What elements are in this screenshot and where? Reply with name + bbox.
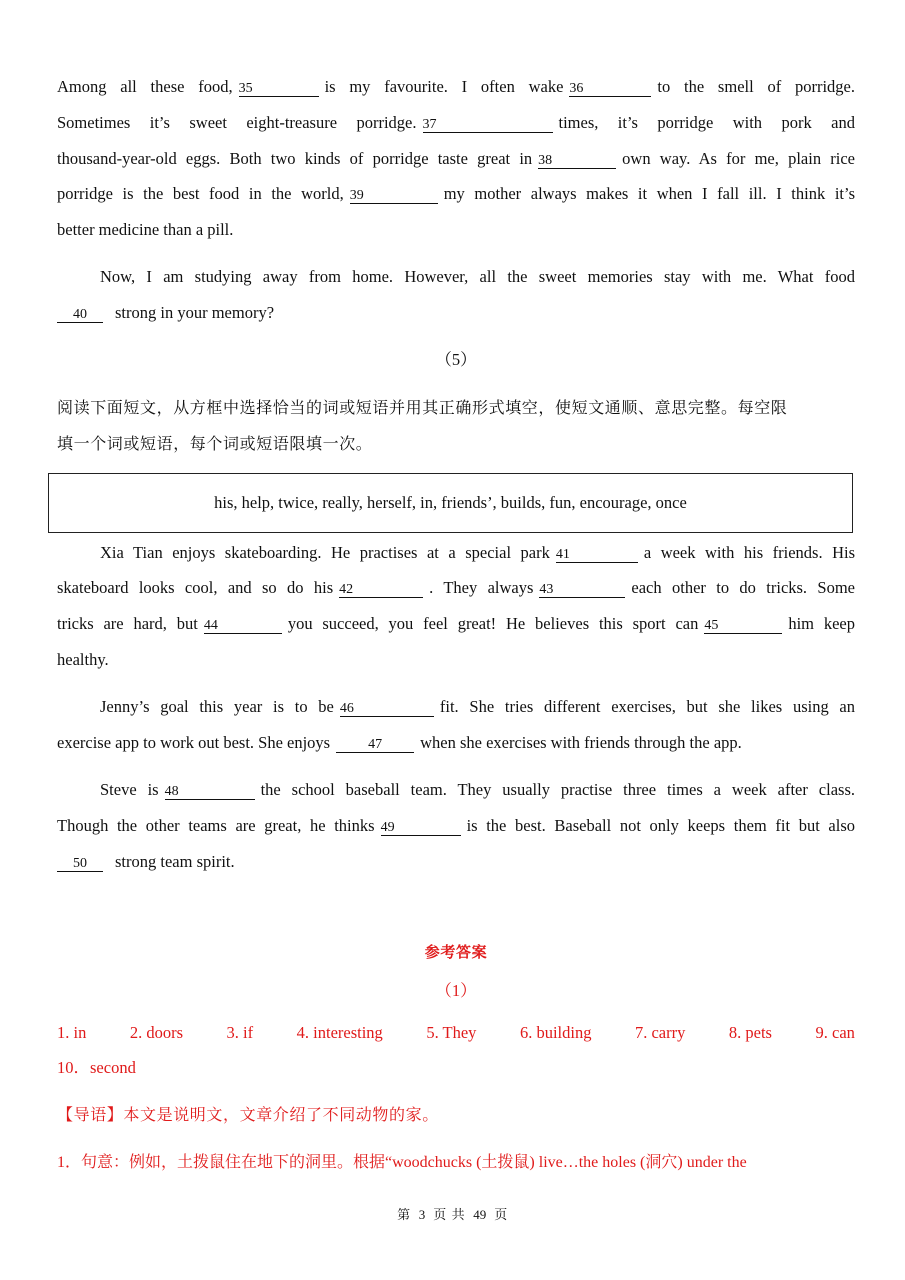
footer-prefix: 第: [397, 1208, 411, 1223]
instructions-line-2: 填一个词或短语，每个词或短语限填一次。: [57, 434, 373, 453]
passage4-line-1: [57, 77, 855, 97]
text: tricks are hard, but: [57, 614, 198, 633]
blank-43: 43: [539, 582, 625, 598]
answer-item: 7. carry: [634, 1023, 686, 1042]
page-footer: [0, 1204, 905, 1223]
text: strong in your memory?: [115, 303, 275, 322]
answer-item: 4. interesting: [296, 1023, 383, 1042]
passage5-line-3: [57, 614, 855, 634]
text: a week with his friends. His: [643, 543, 855, 562]
text: Among all these food,: [57, 77, 233, 96]
passage4-line-2: [57, 113, 855, 133]
answers-section: （1）: [435, 981, 477, 1000]
text: thousand-year-old eggs. Both two kinds of porridge taste great in: [57, 149, 533, 168]
answers-row: [57, 1023, 855, 1043]
answer-note-1: 1．句意：例如，土拨鼠住在地下的洞里。根据“woodchucks (土拨鼠) live…the holes (洞穴) under the: [57, 1154, 747, 1171]
passage5-line-5: [100, 697, 855, 717]
text: each other to do tricks. Some: [631, 578, 855, 597]
text: my mother always makes it when I fall ill. I think it’s: [443, 184, 855, 203]
text: strong team spirit.: [115, 852, 235, 871]
answer-item: 1. in: [57, 1023, 87, 1042]
current-page: 3: [418, 1207, 426, 1222]
passage4-line-4: [57, 184, 855, 204]
text: you succeed, you feel great! He believes this sport can: [287, 614, 699, 633]
answer-item: 5. They: [426, 1023, 477, 1042]
blank-36: 36: [569, 81, 651, 97]
passage5-line-8: [57, 816, 855, 836]
text: Jenny’s goal this year is to be: [100, 697, 334, 716]
answer-item: 8. pets: [728, 1023, 772, 1042]
blank-39: 39: [350, 188, 438, 204]
passage5-line-2: [57, 578, 855, 598]
answer-item-10: 10．second: [57, 1058, 136, 1077]
text: porridge is the best food in the world,: [57, 184, 344, 203]
passage5-line-1: [100, 543, 855, 563]
text: Sometimes it’s sweet eight-treasure porridge.: [57, 113, 417, 132]
answer-item: 3. if: [226, 1023, 254, 1042]
text: Steve is: [100, 780, 159, 799]
blank-44: 44: [204, 618, 282, 634]
blank-37: 37: [423, 117, 553, 133]
passage4-line-7: [57, 303, 855, 323]
blank-48: 48: [165, 784, 255, 800]
section-number: （5）: [435, 350, 477, 369]
blank-42: 42: [339, 582, 423, 598]
blank-45: 45: [704, 618, 782, 634]
passage4-line-6: Now, I am studying away from home. However, all the sweet memories stay with me. What food: [100, 267, 855, 286]
total-pages: 49: [473, 1207, 487, 1222]
passage5-line-4: healthy.: [57, 650, 109, 669]
word-bank-box: [48, 473, 853, 533]
blank-47: 47: [336, 737, 414, 753]
blank-50: 50: [57, 856, 103, 872]
text: fit. She tries different exercises, but she likes using an: [439, 697, 855, 716]
answer-item: 9. can: [815, 1023, 855, 1042]
text: him keep: [788, 614, 855, 633]
answer-item: 6. building: [519, 1023, 592, 1042]
text: the school baseball team. They usually practise three times a week after class.: [260, 780, 855, 799]
blank-35: 35: [239, 81, 319, 97]
answer-item: 2. doors: [129, 1023, 184, 1042]
word-bank: his, help, twice, really, herself, in, friends’, builds, fun, encourage, once: [214, 493, 687, 512]
blank-49: 49: [381, 820, 461, 836]
passage4-line-5: better medicine than a pill.: [57, 220, 234, 239]
text: Though the other teams are great, he thinks: [57, 816, 375, 835]
answers-intro: 【导语】本文是说明文，文章介绍了不同动物的家。: [57, 1105, 439, 1124]
text: times, it’s porridge with pork and: [558, 113, 855, 132]
text: skateboard looks cool, and so do his: [57, 578, 334, 597]
text: is the best. Baseball not only keeps them fit but also: [466, 816, 856, 835]
text: . They always: [429, 578, 534, 597]
text: when she exercises with friends through the app.: [420, 733, 742, 752]
blank-46: 46: [340, 701, 434, 717]
text: is my favourite. I often wake: [324, 77, 564, 96]
passage4-line-3: [57, 149, 855, 169]
text: exercise app to work out best. She enjoys: [57, 733, 331, 752]
passage5-line-9: [57, 852, 855, 872]
text: own way. As for me, plain rice: [622, 149, 855, 168]
footer-suffix: 页: [494, 1208, 508, 1223]
text: Xia Tian enjoys skateboarding. He practises at a special park: [100, 543, 550, 562]
answers-title: 参考答案: [424, 943, 488, 961]
footer-mid: 页 共: [433, 1208, 466, 1223]
blank-40: 40: [57, 307, 103, 323]
passage5-line-7: [100, 780, 855, 800]
instructions-line-1: 阅读下面短文，从方框中选择恰当的词或短语并用其正确形式填空，使短文通顺、意思完整。每空限: [57, 398, 788, 417]
blank-38: 38: [538, 153, 616, 169]
passage5-line-6: [57, 733, 855, 753]
blank-41: 41: [556, 547, 638, 563]
text: to the smell of porridge.: [657, 77, 855, 96]
